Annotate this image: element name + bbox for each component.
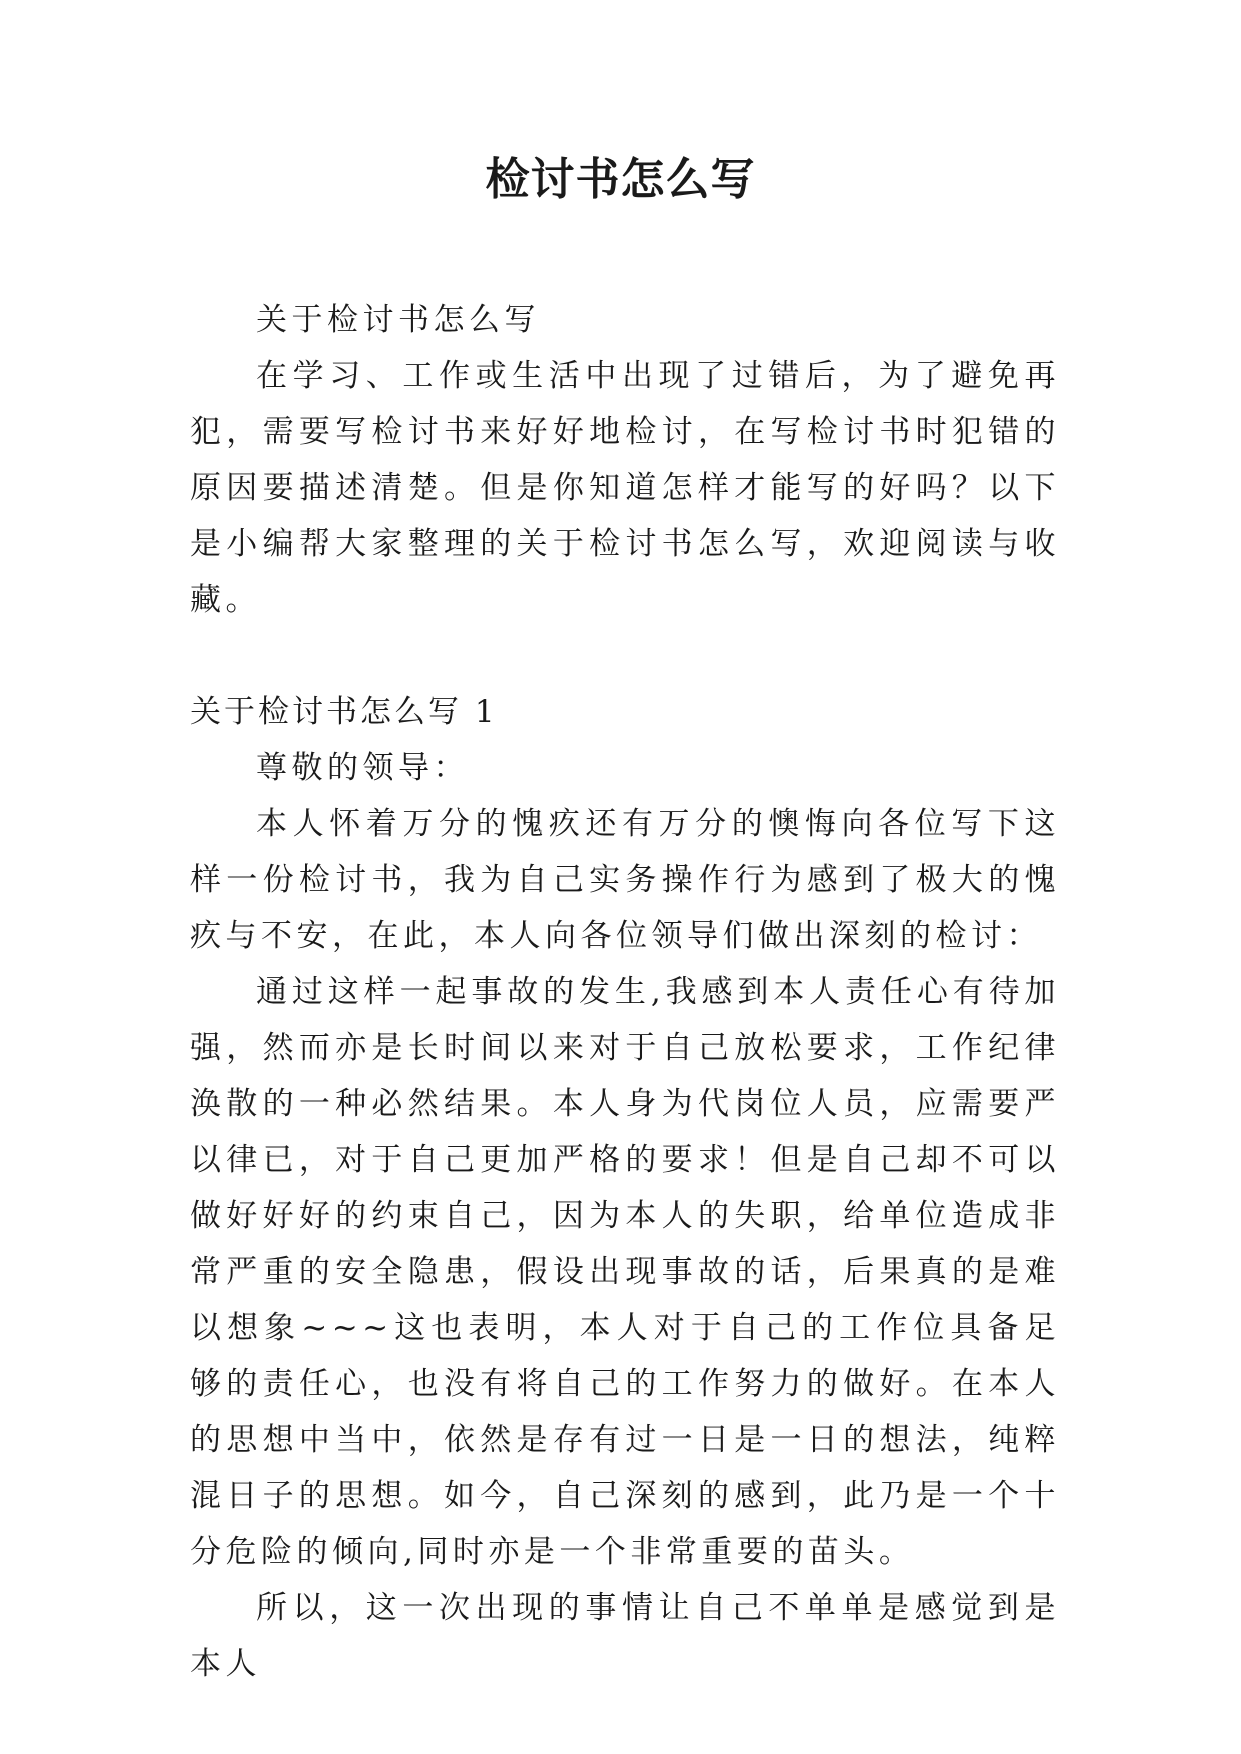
body-paragraph-3: 所以，这一次出现的事情让自己不单单是感觉到是本人	[190, 1590, 1060, 1682]
intro-paragraph: 在学习、工作或生活中出现了过错后，为了避免再犯，需要写检讨书来好好地检讨，在写检讨书时犯错的原因要描述清楚。但是你知道怎样才能写的好吗？以下是小编帮大家整理的关于检讨书怎么写，欢迎阅读与收藏。	[190, 358, 1060, 618]
salutation: 尊敬的领导：	[256, 750, 469, 786]
body-paragraph-1: 本人怀着万分的愧疚还有万分的懊悔向各位写下这样一份检讨书，我为自己实务操作行为感到了极大的愧疚与不安，在此，本人向各位领导们做出深刻的检讨：	[190, 806, 1060, 954]
body-paragraph-2: 通过这样一起事故的发生,我感到本人责任心有待加强，然而亦是长时间以来对于自己放松要求，工作纪律涣散的一种必然结果。本人身为代岗位人员，应需要严以律已，对于自己更加严格的要求！但是自己却不可以做好好好的约束自己，因为本人的失职，给单位造成非常严重的安全隐患，假设出现事故的话，后果真的是难以想象~~~这也表明，本人对于自己的工作位具备足够的责任心，也没有将自己的工作努力的做好。在本人的思想中当中，依然是存有过一日是一日的想法，纯粹混日子的思想。如今，自己深刻的感到，此乃是一个十分危险的倾向,同时亦是一个非常重要的苗头。	[190, 974, 1060, 1570]
document-body	[190, 292, 1060, 1692]
section-heading-1: 关于检讨书怎么写 1	[190, 694, 498, 730]
document-title: 检讨书怎么写	[485, 154, 756, 205]
intro-heading: 关于检讨书怎么写	[256, 302, 540, 338]
